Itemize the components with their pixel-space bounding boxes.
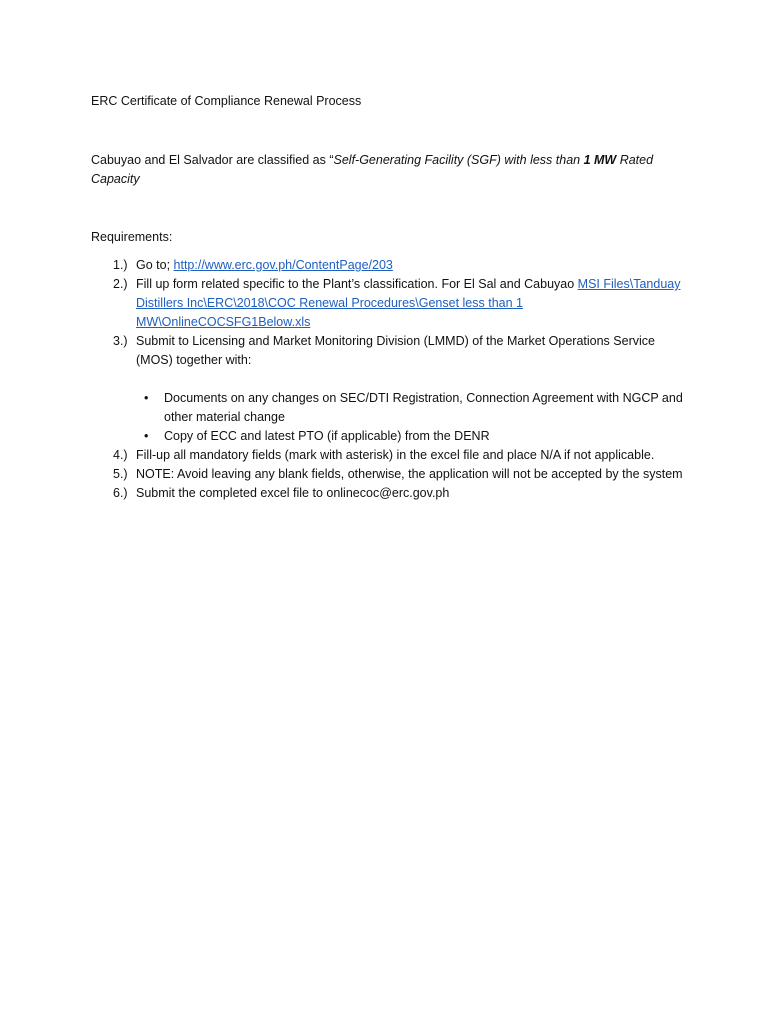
requirement-item-2 bbox=[91, 275, 691, 332]
requirement-number: 3.) bbox=[113, 334, 128, 348]
classification-statement bbox=[91, 151, 671, 189]
classification-prefix: Cabuyao and El Salvador are classified as “ bbox=[91, 153, 334, 167]
document-title: ERC Certificate of Compliance Renewal Process bbox=[91, 94, 362, 108]
requirement-number: 5.) bbox=[113, 467, 128, 481]
requirements-heading: Requirements: bbox=[91, 230, 173, 244]
requirement-item-1 bbox=[91, 256, 691, 275]
bullet-item bbox=[136, 427, 691, 446]
requirement-item-4 bbox=[91, 446, 691, 465]
requirement-text: Submit the completed excel file to onlinecoc@erc.gov.ph bbox=[136, 486, 450, 500]
requirement-item-6 bbox=[91, 484, 691, 503]
bullet-text: Documents on any changes on SEC/DTI Registration, Connection Agreement with NGCP and other material change bbox=[164, 391, 683, 424]
bullet-icon: • bbox=[144, 429, 149, 443]
requirement-text: NOTE: Avoid leaving any blank fields, otherwise, the application will not be accepted by the system bbox=[136, 467, 683, 481]
requirement-text: Submit to Licensing and Market Monitoring Division (LMMD) of the Market Operations Service (MOS) together with: bbox=[136, 334, 655, 367]
requirement-text: Go to; bbox=[136, 258, 174, 272]
requirement-item-5 bbox=[91, 465, 691, 484]
classification-italic-2: Rated Capacity bbox=[91, 153, 654, 186]
classification-bold: 1 MW bbox=[583, 153, 617, 167]
requirement-text: Fill-up all mandatory fields (mark with asterisk) in the excel file and place N/A if not applicable. bbox=[136, 448, 655, 462]
supporting-documents-list bbox=[136, 389, 691, 446]
classification-italic-1: Self-Generating Facility (SGF) with less than bbox=[333, 153, 584, 167]
requirement-number: 1.) bbox=[113, 258, 128, 272]
requirement-number: 4.) bbox=[113, 448, 128, 462]
requirement-text: Fill up form related specific to the Plant’s classification. For El Sal and Cabuyao bbox=[136, 277, 578, 291]
form-file-path-link[interactable]: MSI Files\Tanduay Distillers Inc\ERC\2018\COC Renewal Procedures\Genset less than 1 MW\OnlineCOCSFG1Below.xls bbox=[136, 277, 681, 329]
erc-content-page-link[interactable]: http://www.erc.gov.ph/ContentPage/203 bbox=[173, 258, 393, 272]
requirement-number: 6.) bbox=[113, 486, 128, 500]
requirement-item-3 bbox=[91, 332, 691, 446]
bullet-text: Copy of ECC and latest PTO (if applicable) from the DENR bbox=[164, 429, 490, 443]
bullet-item bbox=[136, 389, 691, 427]
bullet-icon: • bbox=[144, 391, 149, 405]
requirements-list bbox=[91, 256, 691, 503]
requirement-number: 2.) bbox=[113, 277, 128, 291]
